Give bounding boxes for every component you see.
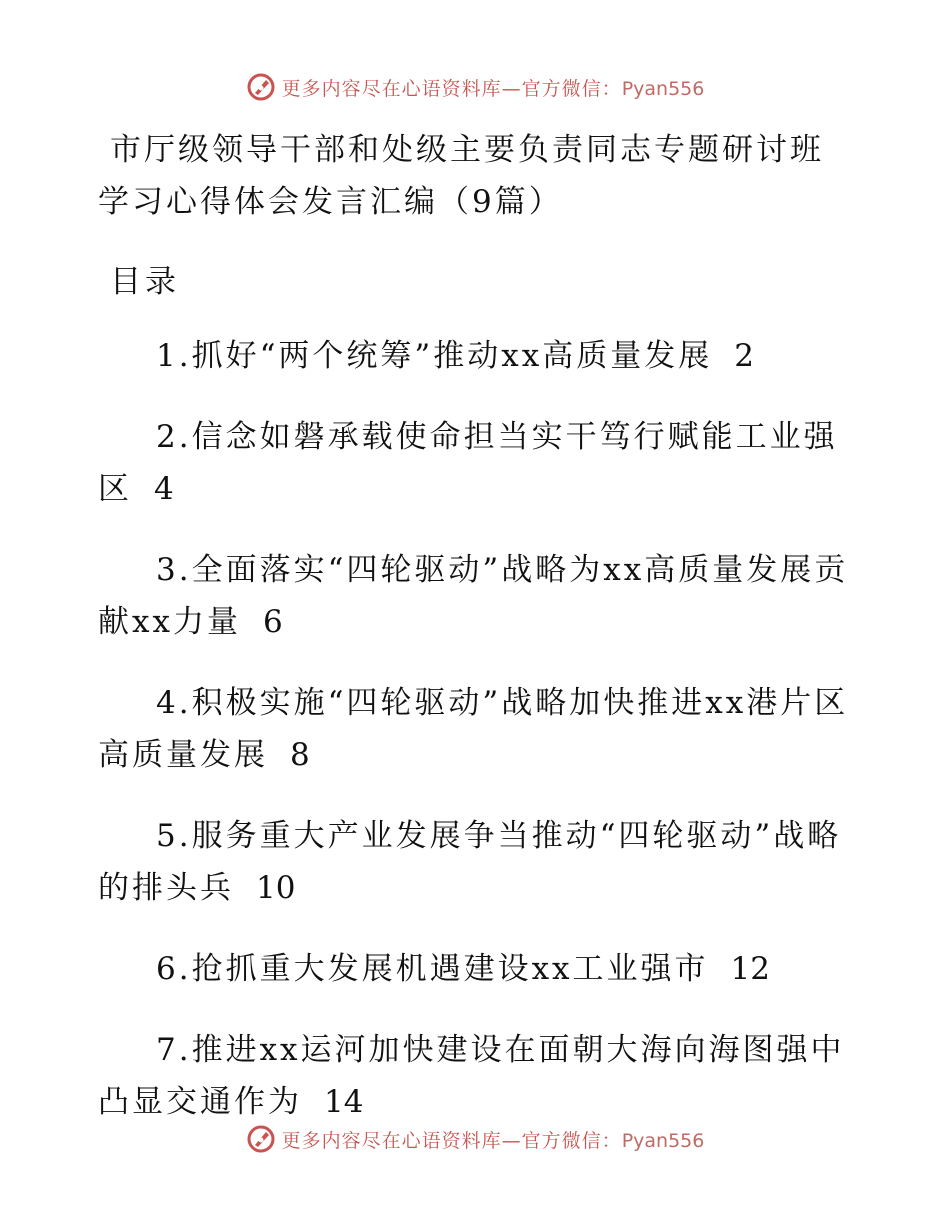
toc-item[interactable] [98, 544, 858, 648]
toc-item[interactable] [98, 677, 858, 781]
pen-logo-icon [246, 72, 276, 102]
watermark-wechat-id: Pyan556 [621, 1129, 705, 1152]
watermark-footer [0, 1124, 950, 1154]
toc-item-text: 5.服务重大产业发展争当推动“四轮驱动”战略的排头兵 [98, 818, 842, 906]
document-title [98, 124, 858, 228]
watermark-wechat-id: Pyan556 [621, 77, 705, 100]
watermark-text [282, 1126, 705, 1153]
pen-logo-icon [246, 1124, 276, 1154]
title-line-1: 市厅级领导干部和处级主要负责同志专题研讨班 [110, 132, 824, 168]
toc-item-text: 1.抓好“两个统筹”推动xx高质量发展 [156, 338, 713, 374]
toc-item[interactable] [98, 810, 858, 914]
toc-item-text: 7.推进xx运河加快建设在面朝大海向海图强中凸显交通作为 [98, 1032, 845, 1120]
toc-list [98, 330, 858, 1128]
toc-item[interactable] [98, 943, 858, 995]
document-body [98, 124, 858, 1128]
watermark-wechat-label: 官方微信： [521, 77, 622, 100]
toc-item-page: 12 [730, 951, 770, 987]
watermark-separator: — [501, 77, 522, 100]
toc-item-text: 2.信念如磐承载使命担当实干笃行赋能工业强区 [98, 419, 838, 507]
watermark-library-name: 更多内容尽在心语资料库 [281, 77, 502, 100]
watermark-text [282, 74, 705, 101]
toc-item-page: 6 [262, 604, 283, 640]
watermark-separator: — [501, 1129, 522, 1152]
toc-item[interactable] [98, 1024, 858, 1128]
toc-item-page: 8 [290, 737, 310, 773]
toc-item[interactable] [98, 411, 858, 515]
toc-item-page: 4 [154, 471, 174, 507]
watermark-library-name: 更多内容尽在心语资料库 [281, 1129, 502, 1152]
toc-item-page: 2 [734, 338, 754, 374]
toc-item-text: 3.全面落实“四轮驱动”战略为xx高质量发展贡献xx力量 [98, 552, 849, 640]
title-line-2: 学习心得体会发言汇编（9篇） [98, 184, 563, 220]
toc-item[interactable] [98, 330, 858, 382]
watermark-header [0, 72, 950, 102]
toc-item-page: 14 [324, 1084, 364, 1120]
toc-item-text: 6.抢抓重大发展机遇建设xx工业强市 [156, 951, 709, 987]
toc-item-page: 10 [256, 870, 296, 906]
toc-heading: 目录 [110, 264, 180, 300]
toc-item-text: 4.积极实施“四轮驱动”战略加快推进xx港片区高质量发展 [98, 685, 849, 773]
watermark-wechat-label: 官方微信： [521, 1129, 622, 1152]
